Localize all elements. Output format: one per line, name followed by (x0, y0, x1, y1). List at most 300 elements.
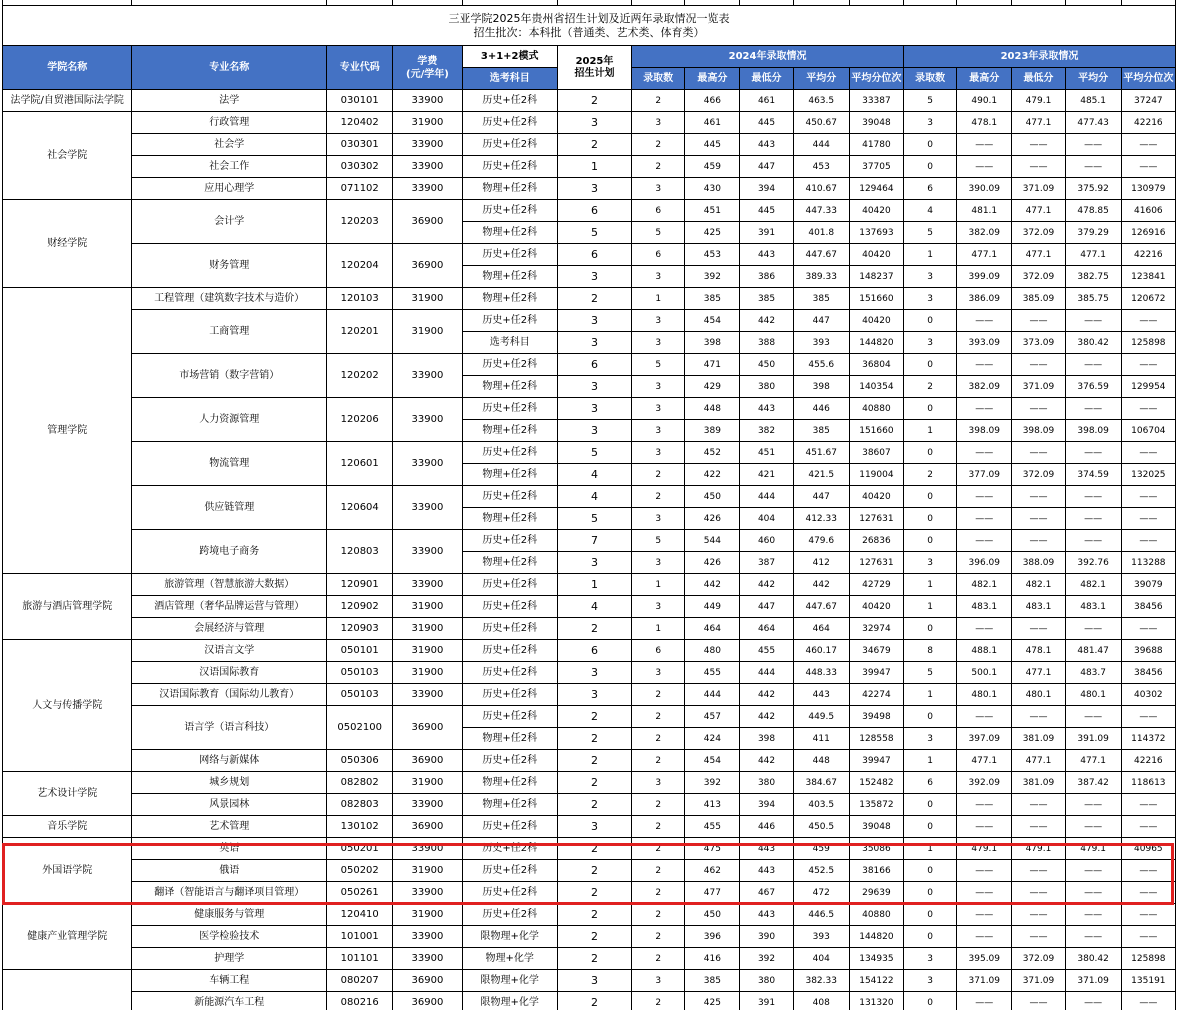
cell-stat[interactable]: —— (1121, 860, 1175, 882)
cell-code[interactable]: 120206 (327, 398, 393, 442)
cell-stat[interactable]: 41780 (849, 134, 903, 156)
cell-stat[interactable]: 472 (793, 882, 849, 904)
cell-stat[interactable]: 372.09 (1012, 948, 1065, 970)
cell-stat[interactable]: 40420 (849, 200, 903, 222)
cell-stat[interactable]: —— (1065, 442, 1121, 464)
cell-stat[interactable]: 421.5 (793, 464, 849, 486)
cell-fee[interactable]: 33900 (393, 354, 462, 398)
cell-stat[interactable]: 42274 (849, 684, 903, 706)
cell-college[interactable]: 人文与传播学院 (3, 640, 132, 772)
cell-plan[interactable]: 3 (557, 266, 631, 288)
cell-stat[interactable]: 450.67 (793, 112, 849, 134)
cell-stat[interactable]: 127631 (849, 508, 903, 530)
cell-major[interactable]: 法学 (132, 90, 327, 112)
cell-plan[interactable]: 3 (557, 310, 631, 332)
cell-stat[interactable]: —— (1012, 156, 1065, 178)
cell-stat[interactable]: 387.42 (1065, 772, 1121, 794)
cell-stat[interactable]: 2 (904, 376, 957, 398)
cell-stat[interactable]: 385 (793, 288, 849, 310)
cell-fee[interactable]: 31900 (393, 618, 462, 640)
cell-code[interactable]: 120902 (327, 596, 393, 618)
cell-stat[interactable]: 454 (685, 750, 740, 772)
cell-subject[interactable]: 历史+任2科 (462, 90, 557, 112)
cell-fee[interactable]: 33900 (393, 574, 462, 596)
cell-stat[interactable]: 479.6 (793, 530, 849, 552)
cell-stat[interactable]: —— (1121, 442, 1175, 464)
cell-fee[interactable]: 33900 (393, 90, 462, 112)
cell-subject[interactable]: 历史+任2科 (462, 112, 557, 134)
cell-stat[interactable]: —— (957, 156, 1012, 178)
cell-stat[interactable]: 467 (740, 882, 793, 904)
cell-stat[interactable]: —— (957, 904, 1012, 926)
cell-plan[interactable]: 2 (557, 860, 631, 882)
cell-subject[interactable]: 历史+任2科 (462, 574, 557, 596)
cell-stat[interactable]: 129954 (1121, 376, 1175, 398)
cell-stat[interactable]: 3 (632, 376, 685, 398)
cell-code[interactable]: 0502100 (327, 706, 393, 750)
cell-college[interactable]: 管理学院 (3, 288, 132, 574)
cell-stat[interactable]: 479.1 (1065, 838, 1121, 860)
cell-stat[interactable]: 426 (685, 508, 740, 530)
cell-stat[interactable]: 374.59 (1065, 464, 1121, 486)
cell-stat[interactable]: 450.5 (793, 816, 849, 838)
cell-stat[interactable]: 447 (740, 596, 793, 618)
cell-stat[interactable]: —— (1065, 860, 1121, 882)
cell-code[interactable]: 050201 (327, 838, 393, 860)
cell-code[interactable]: 130102 (327, 816, 393, 838)
cell-stat[interactable]: 401.8 (793, 222, 849, 244)
cell-college[interactable]: 音乐学院 (3, 816, 132, 838)
cell-college[interactable]: 社会学院 (3, 112, 132, 200)
cell-stat[interactable]: 2 (904, 464, 957, 486)
cell-stat[interactable]: —— (1121, 992, 1175, 1010)
cell-major[interactable]: 市场营销（数字营销） (132, 354, 327, 398)
cell-code[interactable]: 030302 (327, 156, 393, 178)
cell-code[interactable]: 120601 (327, 442, 393, 486)
cell-stat[interactable]: 5 (632, 222, 685, 244)
cell-stat[interactable]: 477.1 (957, 750, 1012, 772)
cell-stat[interactable]: 444 (793, 134, 849, 156)
cell-stat[interactable]: 2 (632, 486, 685, 508)
cell-stat[interactable]: 3 (632, 332, 685, 354)
cell-stat[interactable]: 483.1 (957, 596, 1012, 618)
cell-subject[interactable]: 历史+任2科 (462, 244, 557, 266)
cell-stat[interactable]: 380 (740, 376, 793, 398)
cell-stat[interactable]: 403.5 (793, 794, 849, 816)
cell-stat[interactable]: —— (1121, 156, 1175, 178)
cell-stat[interactable]: 0 (904, 860, 957, 882)
cell-fee[interactable]: 31900 (393, 904, 462, 926)
cell-stat[interactable]: 0 (904, 134, 957, 156)
cell-plan[interactable]: 2 (557, 882, 631, 904)
cell-stat[interactable]: 2 (632, 794, 685, 816)
cell-stat[interactable]: 152482 (849, 772, 903, 794)
cell-stat[interactable]: 481.1 (957, 200, 1012, 222)
cell-college[interactable]: 健康产业管理学院 (3, 904, 132, 970)
cell-stat[interactable]: 2 (632, 728, 685, 750)
header-code[interactable]: 专业代码 (327, 46, 393, 90)
cell-major[interactable]: 英语 (132, 838, 327, 860)
cell-stat[interactable]: 450 (740, 354, 793, 376)
cell-stat[interactable]: 447 (740, 156, 793, 178)
cell-subject[interactable]: 物理+任2科 (462, 178, 557, 200)
header-2024-count[interactable]: 录取数 (632, 68, 685, 90)
header-2023-max[interactable]: 最高分 (957, 68, 1012, 90)
cell-subject[interactable]: 历史+任2科 (462, 816, 557, 838)
cell-stat[interactable]: 2 (632, 904, 685, 926)
cell-stat[interactable]: —— (1065, 992, 1121, 1010)
cell-stat[interactable]: 481.47 (1065, 640, 1121, 662)
cell-stat[interactable]: 1 (632, 288, 685, 310)
header-2024-avg[interactable]: 平均分 (793, 68, 849, 90)
cell-stat[interactable]: 1 (904, 420, 957, 442)
cell-stat[interactable]: 39947 (849, 750, 903, 772)
cell-stat[interactable]: 398 (740, 728, 793, 750)
cell-stat[interactable]: 460.17 (793, 640, 849, 662)
cell-fee[interactable]: 36900 (393, 970, 462, 992)
cell-code[interactable]: 120604 (327, 486, 393, 530)
cell-subject[interactable]: 物理+任2科 (462, 552, 557, 574)
cell-stat[interactable]: 3 (904, 112, 957, 134)
cell-stat[interactable]: 371.09 (1012, 178, 1065, 200)
cell-stat[interactable]: 3 (632, 178, 685, 200)
cell-stat[interactable]: 381.09 (1012, 772, 1065, 794)
cell-stat[interactable]: 0 (904, 442, 957, 464)
cell-major[interactable]: 酒店管理（奢华品牌运营与管理） (132, 596, 327, 618)
cell-stat[interactable]: 8 (904, 640, 957, 662)
cell-fee[interactable]: 33900 (393, 156, 462, 178)
cell-stat[interactable]: 5 (904, 90, 957, 112)
cell-stat[interactable]: 442 (740, 310, 793, 332)
cell-stat[interactable]: 3 (632, 662, 685, 684)
cell-plan[interactable]: 3 (557, 178, 631, 200)
cell-fee[interactable]: 33900 (393, 398, 462, 442)
cell-major[interactable]: 风景园林 (132, 794, 327, 816)
cell-stat[interactable]: 396.09 (957, 552, 1012, 574)
cell-major[interactable]: 工商管理 (132, 310, 327, 354)
cell-stat[interactable]: 3 (904, 970, 957, 992)
cell-stat[interactable]: 154122 (849, 970, 903, 992)
cell-stat[interactable]: 40420 (849, 244, 903, 266)
cell-stat[interactable]: 451 (740, 442, 793, 464)
cell-stat[interactable]: 482.1 (957, 574, 1012, 596)
cell-stat[interactable]: 444 (740, 486, 793, 508)
cell-stat[interactable]: 0 (904, 904, 957, 926)
cell-stat[interactable]: 0 (904, 618, 957, 640)
cell-stat[interactable]: 40420 (849, 596, 903, 618)
cell-stat[interactable]: 1 (632, 618, 685, 640)
cell-stat[interactable]: 29639 (849, 882, 903, 904)
cell-stat[interactable]: 39498 (849, 706, 903, 728)
cell-stat[interactable]: 410.67 (793, 178, 849, 200)
cell-stat[interactable]: 480.1 (1065, 684, 1121, 706)
cell-subject[interactable]: 历史+任2科 (462, 596, 557, 618)
cell-stat[interactable]: 118613 (1121, 772, 1175, 794)
cell-stat[interactable]: 5 (904, 222, 957, 244)
cell-stat[interactable]: —— (957, 530, 1012, 552)
cell-plan[interactable]: 2 (557, 90, 631, 112)
cell-stat[interactable]: 477.1 (1012, 200, 1065, 222)
cell-stat[interactable]: 477.1 (1012, 112, 1065, 134)
cell-stat[interactable]: —— (1065, 134, 1121, 156)
cell-plan[interactable]: 2 (557, 134, 631, 156)
cell-stat[interactable]: 478.1 (957, 112, 1012, 134)
cell-subject[interactable]: 历史+任2科 (462, 618, 557, 640)
cell-stat[interactable]: 385 (793, 420, 849, 442)
cell-stat[interactable]: —— (1121, 398, 1175, 420)
cell-stat[interactable]: 371.09 (1012, 376, 1065, 398)
cell-subject[interactable]: 历史+任2科 (462, 882, 557, 904)
cell-stat[interactable]: —— (1012, 398, 1065, 420)
cell-stat[interactable]: 464 (740, 618, 793, 640)
cell-stat[interactable]: 371.09 (1012, 970, 1065, 992)
cell-stat[interactable]: 140354 (849, 376, 903, 398)
cell-code[interactable]: 080207 (327, 970, 393, 992)
cell-stat[interactable]: 2 (632, 134, 685, 156)
cell-stat[interactable]: 42216 (1121, 112, 1175, 134)
cell-stat[interactable]: 0 (904, 794, 957, 816)
cell-stat[interactable]: 3 (904, 948, 957, 970)
cell-plan[interactable]: 2 (557, 794, 631, 816)
cell-stat[interactable]: 477.1 (1012, 244, 1065, 266)
cell-subject[interactable]: 历史+任2科 (462, 354, 557, 376)
cell-stat[interactable]: 393 (793, 332, 849, 354)
cell-stat[interactable]: 2 (632, 882, 685, 904)
cell-stat[interactable]: 479.1 (1012, 90, 1065, 112)
header-2023-min[interactable]: 最低分 (1012, 68, 1065, 90)
cell-stat[interactable]: —— (1065, 882, 1121, 904)
cell-stat[interactable]: 447 (793, 486, 849, 508)
cell-stat[interactable]: 483.1 (1012, 596, 1065, 618)
cell-stat[interactable]: 32974 (849, 618, 903, 640)
cell-stat[interactable]: —— (1012, 860, 1065, 882)
cell-stat[interactable]: 446.5 (793, 904, 849, 926)
cell-fee[interactable]: 33900 (393, 530, 462, 574)
cell-plan[interactable]: 2 (557, 706, 631, 728)
cell-stat[interactable]: —— (957, 816, 1012, 838)
cell-subject[interactable]: 限物理+化学 (462, 926, 557, 948)
cell-stat[interactable]: 398.09 (1012, 420, 1065, 442)
cell-stat[interactable]: 39688 (1121, 640, 1175, 662)
cell-stat[interactable]: 3 (632, 552, 685, 574)
cell-stat[interactable]: 381.09 (1012, 728, 1065, 750)
cell-stat[interactable]: 144820 (849, 332, 903, 354)
cell-fee[interactable]: 31900 (393, 662, 462, 684)
cell-code[interactable]: 120402 (327, 112, 393, 134)
cell-stat[interactable]: —— (1121, 354, 1175, 376)
cell-college[interactable]: 旅游与酒店管理学院 (3, 574, 132, 640)
cell-code[interactable]: 071102 (327, 178, 393, 200)
cell-stat[interactable]: —— (1121, 794, 1175, 816)
cell-stat[interactable]: 450 (685, 486, 740, 508)
cell-stat[interactable]: 443 (740, 244, 793, 266)
cell-stat[interactable]: 128558 (849, 728, 903, 750)
cell-stat[interactable]: —— (1012, 442, 1065, 464)
cell-stat[interactable]: 37705 (849, 156, 903, 178)
cell-fee[interactable]: 33900 (393, 838, 462, 860)
cell-stat[interactable]: —— (1065, 156, 1121, 178)
cell-stat[interactable]: 6 (632, 200, 685, 222)
cell-plan[interactable]: 1 (557, 156, 631, 178)
cell-stat[interactable]: 449.5 (793, 706, 849, 728)
cell-stat[interactable]: 0 (904, 156, 957, 178)
cell-subject[interactable]: 历史+任2科 (462, 684, 557, 706)
cell-fee[interactable]: 31900 (393, 288, 462, 310)
cell-major[interactable]: 护理学 (132, 948, 327, 970)
cell-college[interactable]: 法学院/自贸港国际法学院 (3, 90, 132, 112)
cell-stat[interactable]: 451.67 (793, 442, 849, 464)
cell-stat[interactable]: 482.1 (1012, 574, 1065, 596)
cell-stat[interactable]: 399.09 (957, 266, 1012, 288)
cell-stat[interactable]: 385 (740, 288, 793, 310)
cell-stat[interactable]: 442 (793, 574, 849, 596)
cell-stat[interactable]: 453 (793, 156, 849, 178)
cell-stat[interactable]: —— (957, 992, 1012, 1010)
cell-stat[interactable]: 38166 (849, 860, 903, 882)
cell-stat[interactable]: 135191 (1121, 970, 1175, 992)
cell-stat[interactable]: 6 (632, 640, 685, 662)
cell-stat[interactable]: 394 (740, 794, 793, 816)
cell-stat[interactable]: 40880 (849, 398, 903, 420)
cell-stat[interactable]: 2 (632, 860, 685, 882)
cell-stat[interactable]: 398 (685, 332, 740, 354)
cell-stat[interactable]: 373.09 (1012, 332, 1065, 354)
cell-stat[interactable]: —— (1012, 706, 1065, 728)
cell-code[interactable]: 030101 (327, 90, 393, 112)
cell-code[interactable]: 120204 (327, 244, 393, 288)
cell-subject[interactable]: 历史+任2科 (462, 310, 557, 332)
cell-code[interactable]: 101101 (327, 948, 393, 970)
cell-stat[interactable]: —— (957, 926, 1012, 948)
cell-stat[interactable]: 457 (685, 706, 740, 728)
cell-stat[interactable]: 119004 (849, 464, 903, 486)
cell-code[interactable]: 082802 (327, 772, 393, 794)
cell-subject[interactable]: 历史+任2科 (462, 156, 557, 178)
cell-fee[interactable]: 33900 (393, 794, 462, 816)
cell-stat[interactable]: 372.09 (1012, 222, 1065, 244)
cell-stat[interactable]: 475 (685, 838, 740, 860)
cell-stat[interactable]: 127631 (849, 552, 903, 574)
cell-subject[interactable]: 物理+任2科 (462, 772, 557, 794)
cell-fee[interactable]: 33900 (393, 926, 462, 948)
cell-stat[interactable]: 0 (904, 398, 957, 420)
cell-stat[interactable]: —— (1121, 508, 1175, 530)
cell-plan[interactable]: 6 (557, 200, 631, 222)
cell-stat[interactable]: 429 (685, 376, 740, 398)
cell-major[interactable]: 应用心理学 (132, 178, 327, 200)
cell-stat[interactable]: 379.29 (1065, 222, 1121, 244)
cell-stat[interactable]: —— (957, 354, 1012, 376)
cell-stat[interactable]: 477.1 (1065, 244, 1121, 266)
cell-subject[interactable]: 历史+任2科 (462, 662, 557, 684)
cell-stat[interactable]: —— (957, 398, 1012, 420)
cell-stat[interactable]: 482.1 (1065, 574, 1121, 596)
cell-stat[interactable]: —— (1065, 618, 1121, 640)
cell-fee[interactable]: 36900 (393, 200, 462, 244)
cell-stat[interactable]: 445 (740, 112, 793, 134)
header-2023-rank[interactable]: 平均分位次 (1121, 68, 1175, 90)
cell-stat[interactable]: 443 (740, 860, 793, 882)
cell-stat[interactable]: 389 (685, 420, 740, 442)
cell-stat[interactable]: 394 (740, 178, 793, 200)
cell-stat[interactable]: 144820 (849, 926, 903, 948)
cell-major[interactable]: 网络与新媒体 (132, 750, 327, 772)
cell-stat[interactable]: —— (957, 310, 1012, 332)
cell-stat[interactable]: 388 (740, 332, 793, 354)
cell-stat[interactable]: 386 (740, 266, 793, 288)
cell-stat[interactable]: 3 (632, 772, 685, 794)
cell-stat[interactable]: 40880 (849, 904, 903, 926)
cell-stat[interactable]: 454 (685, 310, 740, 332)
cell-stat[interactable]: —— (1065, 816, 1121, 838)
cell-stat[interactable]: 461 (740, 90, 793, 112)
cell-plan[interactable]: 4 (557, 596, 631, 618)
cell-major[interactable]: 财务管理 (132, 244, 327, 288)
cell-stat[interactable]: —— (957, 706, 1012, 728)
cell-stat[interactable]: 0 (904, 354, 957, 376)
cell-stat[interactable]: 372.09 (1012, 464, 1065, 486)
cell-stat[interactable]: 471 (685, 354, 740, 376)
cell-plan[interactable]: 2 (557, 772, 631, 794)
cell-stat[interactable]: 392 (685, 772, 740, 794)
header-2024[interactable]: 2024年录取情况 (632, 46, 904, 68)
cell-stat[interactable]: 113288 (1121, 552, 1175, 574)
cell-subject[interactable]: 历史+任2科 (462, 860, 557, 882)
cell-stat[interactable]: 120672 (1121, 288, 1175, 310)
cell-stat[interactable]: —— (1065, 926, 1121, 948)
cell-stat[interactable]: 447.67 (793, 596, 849, 618)
cell-college[interactable]: 外国语学院 (3, 838, 132, 904)
cell-stat[interactable]: 480.1 (957, 684, 1012, 706)
cell-stat[interactable]: 393 (793, 926, 849, 948)
cell-stat[interactable]: —— (1012, 794, 1065, 816)
cell-plan[interactable]: 2 (557, 728, 631, 750)
cell-stat[interactable]: 500.1 (957, 662, 1012, 684)
cell-stat[interactable]: —— (957, 794, 1012, 816)
cell-stat[interactable]: 3 (904, 332, 957, 354)
cell-fee[interactable]: 31900 (393, 860, 462, 882)
cell-code[interactable]: 120901 (327, 574, 393, 596)
cell-stat[interactable]: —— (1012, 816, 1065, 838)
cell-plan[interactable]: 3 (557, 684, 631, 706)
cell-subject[interactable]: 物理+任2科 (462, 728, 557, 750)
cell-stat[interactable]: 2 (632, 948, 685, 970)
cell-stat[interactable]: 3 (904, 552, 957, 574)
cell-stat[interactable]: 444 (740, 662, 793, 684)
cell-major[interactable]: 供应链管理 (132, 486, 327, 530)
cell-subject[interactable]: 历史+任2科 (462, 838, 557, 860)
cell-stat[interactable]: —— (1065, 706, 1121, 728)
header-2023-avg[interactable]: 平均分 (1065, 68, 1121, 90)
cell-stat[interactable]: 3 (904, 266, 957, 288)
cell-stat[interactable]: 461 (685, 112, 740, 134)
cell-stat[interactable]: 398.09 (1065, 420, 1121, 442)
cell-stat[interactable]: 448.33 (793, 662, 849, 684)
cell-stat[interactable]: 385 (685, 288, 740, 310)
cell-stat[interactable]: 137693 (849, 222, 903, 244)
cell-stat[interactable]: 0 (904, 530, 957, 552)
cell-stat[interactable]: 430 (685, 178, 740, 200)
header-2023[interactable]: 2023年录取情况 (904, 46, 1176, 68)
cell-plan[interactable]: 3 (557, 398, 631, 420)
cell-stat[interactable]: 479.1 (957, 838, 1012, 860)
cell-major[interactable]: 翻译（智能语言与翻译项目管理） (132, 882, 327, 904)
cell-subject[interactable]: 物理+任2科 (462, 266, 557, 288)
cell-stat[interactable]: 33387 (849, 90, 903, 112)
cell-stat[interactable]: 413 (685, 794, 740, 816)
cell-stat[interactable]: 386.09 (957, 288, 1012, 310)
cell-stat[interactable]: 392 (740, 948, 793, 970)
